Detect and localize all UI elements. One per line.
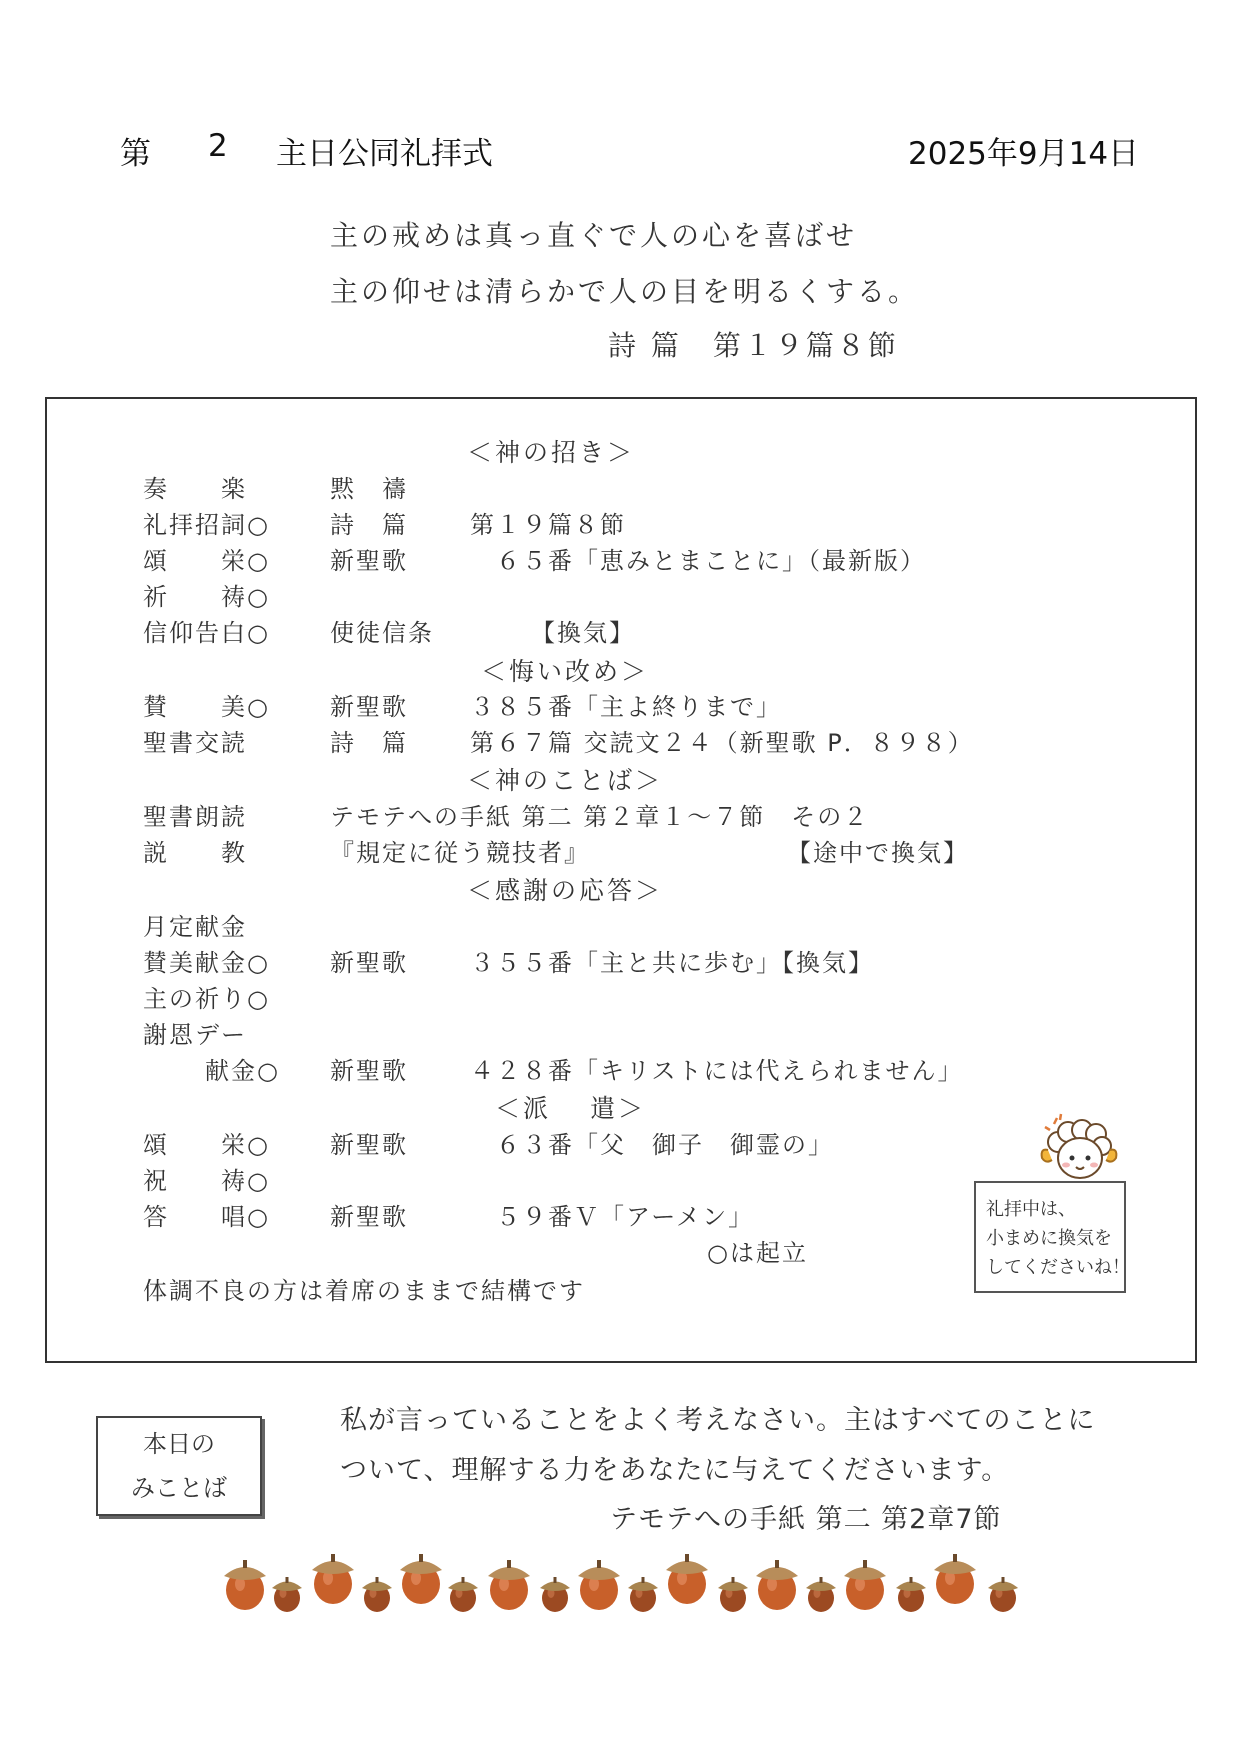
item-detail: 使徒信条 (330, 619, 434, 647)
item-extra: 【換気】 (517, 619, 635, 647)
item-label: 聖書朗読 (143, 803, 247, 831)
item-detail: 新聖歌 (330, 1057, 408, 1085)
opening-verse-line1: 主の戒めは真っ直ぐで人の心を喜ばせ (330, 219, 858, 252)
section-sending: ＜派 遣＞ (495, 1094, 646, 1123)
service-name: 主日公同礼拝式 (276, 136, 493, 172)
item-label: 祝 祷○ (143, 1167, 270, 1195)
item-extra: ３５５番「主と共に歩む」【換気】 (470, 949, 874, 977)
item-detail: 新聖歌 (330, 1131, 408, 1159)
section-call: ＜神の招き＞ (467, 438, 636, 467)
item-detail: 新聖歌 (330, 1203, 408, 1231)
todays-word-line2: ついて、理解する力をあなたに与えてくださいます。 (340, 1455, 1010, 1486)
item-label: 答 唱○ (143, 1203, 270, 1231)
item-detail: テモテへの手紙 第二 第２章１～７節 その２ (330, 803, 870, 831)
item-extra: 第６７篇 交読文２４（新聖歌 P．８９８） (470, 729, 974, 757)
item-detail: 新聖歌 (330, 547, 408, 575)
item-extra: ４２８番「キリストには代えられません」 (470, 1057, 964, 1085)
item-extra: 第１９篇８節 (470, 511, 626, 539)
item-label: 説 教 (143, 839, 247, 867)
section-word: ＜神のことば＞ (467, 766, 664, 795)
ventilation-note: 礼拝中は、 小まめに換気を してくださいね！ (974, 1181, 1126, 1293)
order-of-worship: ＜神の招き＞ 奏 楽 黙 禱 礼拝招詞○ 詩 篇 第１９篇８節 頌 栄○ 新聖歌 ６５番「恵みとまことに」（最新版） 祈 祷○ 信仰告白○ 使徒信条 【換気】 ＜悔い改め＞ 賛 美○ 新聖歌 ３８５番「主よ終りまで」 聖書交読 詩 篇 第６７篇 交読文２４（新聖歌 P．８９８） ＜神のことば＞ 聖書朗読 テモテへの手紙 第二 第２章１～７節 その２ 説 教 『規定に従う競技者』 【途中で換気】 ＜感謝の応答＞ 月定献金 賛美献金○ 新聖歌 ３５５番「主と共に歩む」【換気】 主の祈り○ 謝恩デー 献金○ 新聖歌 ４２８番「キリストには代えられません」 ＜派 遣＞ 頌 栄○ 新聖歌 ６３番「父 御子 御霊の」 祝 祷○ 答 唱○ 新聖歌 ５９番Ｖ「アーメン」 ○は起立 体調不良の方は着席のままで結構です (45, 397, 1197, 1363)
todays-word-line1: 私が言っていることをよく考えなさい。主はすべてのことに (340, 1405, 1096, 1436)
todays-word-reference: テモテへの手紙 第二 第2章7節 (610, 1504, 1002, 1535)
opening-verse-reference: 詩 篇 第１９篇８節 (608, 329, 899, 362)
item-extra: 【途中で換気】 (787, 839, 969, 867)
item-detail: 黙 禱 (330, 475, 408, 503)
section-repentance: ＜悔い改め＞ (481, 657, 650, 686)
sheep-mascot-icon (1036, 1112, 1120, 1186)
item-detail: 詩 篇 (330, 511, 408, 539)
item-label: 月定献金 (143, 913, 247, 941)
item-label: 献金○ (205, 1057, 280, 1085)
item-detail: 新聖歌 (330, 693, 408, 721)
item-label: 主の祈り○ (143, 985, 270, 1013)
item-extra: ５９番Ｖ「アーメン」 (470, 1203, 755, 1231)
todays-word-label: 本日の みことば (96, 1416, 262, 1516)
item-label: 頌 栄○ (143, 1131, 270, 1159)
item-label: 賛 美○ (143, 693, 270, 721)
item-label: 頌 栄○ (143, 547, 270, 575)
service-date: 2025年9月14日 (908, 136, 1140, 172)
item-label: 聖書交読 (143, 729, 247, 757)
item-detail: 新聖歌 (330, 949, 408, 977)
item-detail: 『規定に従う競技者』 (330, 839, 590, 867)
item-label: 祈 祷○ (143, 583, 270, 611)
item-extra: ６３番「父 御子 御霊の」 (470, 1131, 834, 1159)
section-response: ＜感謝の応答＞ (467, 876, 664, 905)
item-label: 謝恩デー (143, 1021, 247, 1049)
item-extra: ３８５番「主よ終りまで」 (470, 693, 782, 721)
ordinal-label: 第 (120, 136, 151, 172)
acorn-border-icon (215, 1540, 1035, 1620)
item-extra: ６５番「恵みとまことに」（最新版） (470, 547, 926, 575)
item-label: 信仰告白○ (143, 619, 270, 647)
opening-verse-line2: 主の仰せは清らかで人の目を明るくする。 (330, 275, 920, 308)
ordinal-number: 2 (208, 128, 228, 164)
item-label: 奏 楽 (143, 475, 247, 503)
item-detail: 詩 篇 (330, 729, 408, 757)
item-label: 礼拝招詞○ (143, 511, 270, 539)
item-label: 賛美献金○ (143, 949, 270, 977)
